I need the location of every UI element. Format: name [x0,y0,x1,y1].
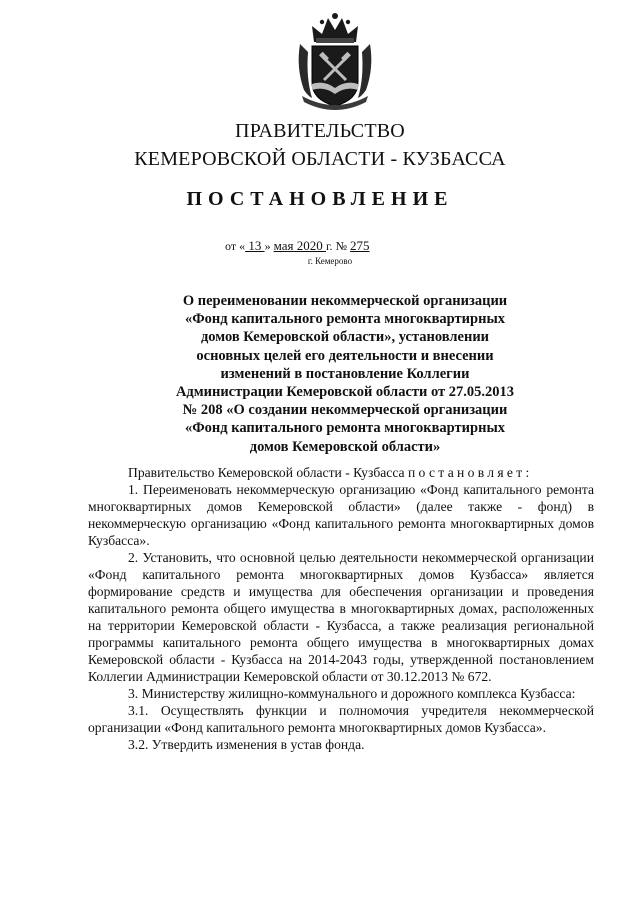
paragraph-1: 1. Переименовать некоммерческую организацию «Фонд капитального ремонта многоквартирных домов Кемеровской области» (далее также - фонд) в некоммерческую организацию «Фонд капитального ремонта многоквартирных домов Кузбасса». [88,482,594,548]
number-label: № [335,239,348,253]
date-line [225,238,370,254]
document-number: 275 [350,238,370,253]
title-line: «Фонд капитального ремонта многоквартирных [184,420,506,437]
government-title-line-2: КЕМЕРОВСКОЙ ОБЛАСТИ - КУЗБАССА [134,148,506,170]
paragraph-3-2: 3.2. Утвердить изменения в устав фонда. [128,737,365,752]
title-line: изменений в постановление Коллегии [220,365,470,382]
government-title-line-1: ПРАВИТЕЛЬСТВО [235,120,405,142]
title-line: Администрации Кемеровской области от 27.05.2013 [175,384,515,401]
date-year-suffix: г. [325,239,333,253]
document-title [110,292,580,456]
date-day: 13 [245,238,265,253]
date-sep: » [264,239,271,253]
title-line: домов Кемеровской области» [249,438,441,455]
paragraph-2: 2. Установить, что основной целью деятельности некоммерческой организации «Фонд капитального ремонта многоквартирных домов Кузбасса» является формирование средств и имущества для обеспечения организации и проведения капитального ремонта общего имущества в многоквартирных домах, расположенных на территории Кемеровской области - Кузбасса, а также реализация региональной программы капитального ремонта общего имущества в многоквартирных домах Кемеровской области - Кузбасса на 2014-2043 годы, утвержденной постановлением Коллегии Администрации Кемеровской области от 30.12.2013 № 672. [88,550,594,684]
intro-paragraph [88,464,594,481]
date-prefix: от « [225,239,246,253]
title-line: О переименовании некоммерческой организации [182,293,508,309]
title-line: домов Кемеровской области», установлении [200,329,490,346]
city-name: г. Кемерово [307,256,353,266]
document-type-heading: ПОСТАНОВЛЕНИЕ [186,188,454,210]
intro-text: Правительство Кемеровской области - Кузбасса [128,465,408,480]
date-month-year: мая 2020 [273,238,326,253]
title-line: основных целей его деятельности и внесении [196,347,494,364]
paragraph-3-1: 3.1. Осуществлять функции и полномочия учредителя некоммерческой организации «Фонд капитального ремонта многоквартирных домов Кузбасса». [88,703,594,735]
paragraph-3: 3. Министерству жилищно-коммунального и дорожного комплекса Кузбасса: [128,686,576,701]
intro-spaced-verb: постановляет: [407,465,533,480]
coat-of-arms-emblem [294,8,376,110]
document-body [88,464,594,753]
title-line: № 208 «О создании некоммерческой организации [182,402,508,419]
title-line: «Фонд капитального ремонта многоквартирных [184,311,506,328]
